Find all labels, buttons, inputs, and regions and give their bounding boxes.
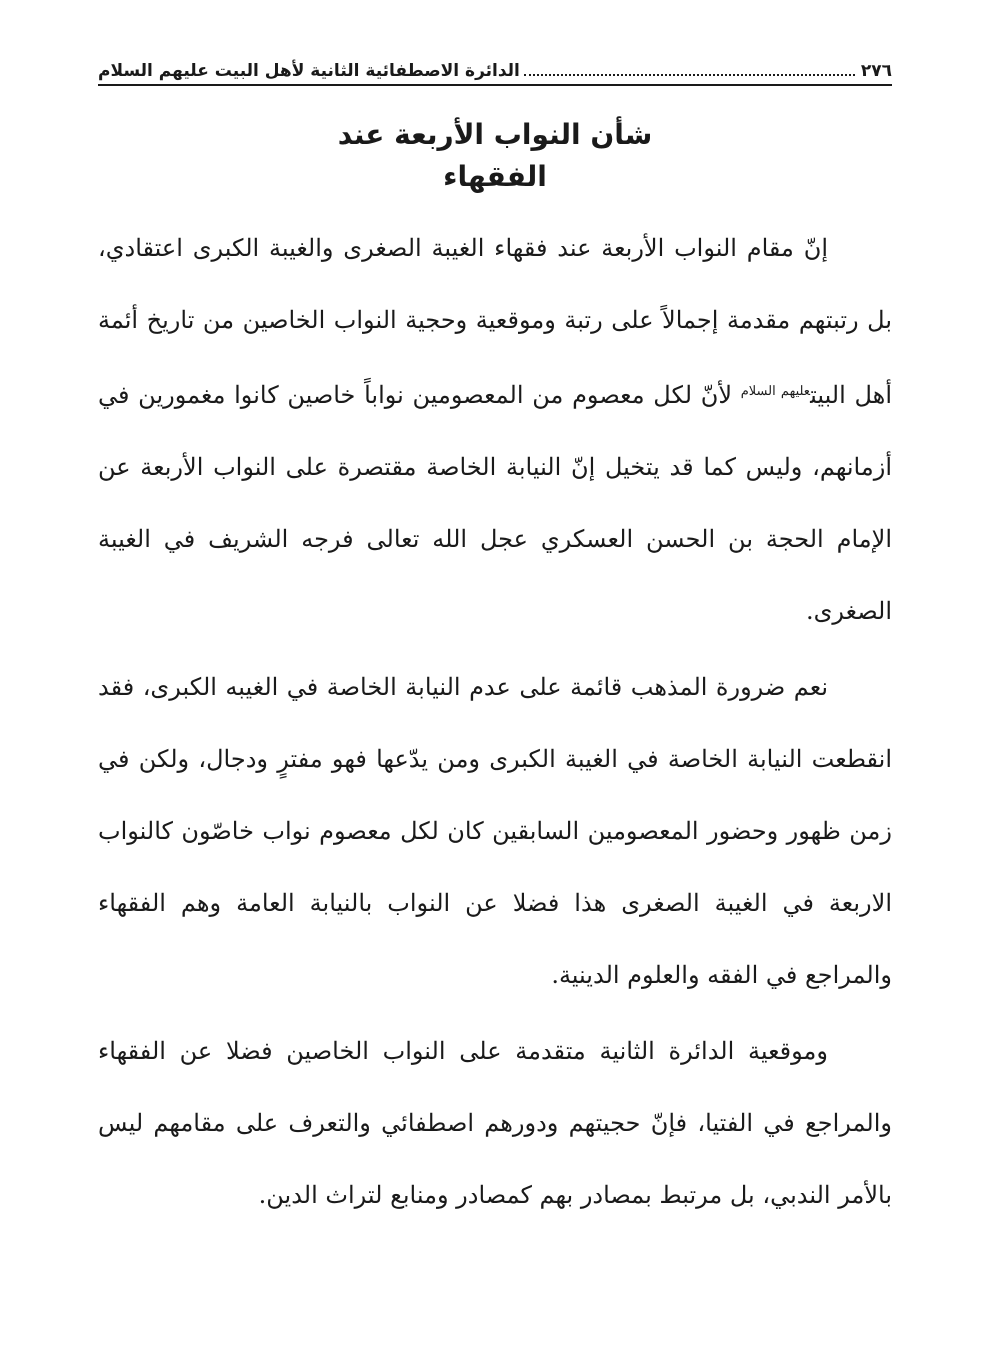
- body-text: [98, 212, 892, 1235]
- running-header: [98, 52, 892, 86]
- section-heading: [98, 114, 892, 198]
- dot-leader: [524, 74, 855, 76]
- section-heading-line-2: الفقهاء: [443, 160, 547, 193]
- paragraph-1-text-b: لأنّ لكل معصوم من المعصومين نواباً خاصين كانوا مغمورين في أزمانهم، وليس كما قد يتخيل إنّ النيابة الخاصة مقتصرة على النواب الأربعة عن الإمام الحجة بن الحسن العسكري عجل الله تعالى فرجه الشريف في الغيبة الصغرى.: [98, 381, 892, 625]
- section-heading-line-1: شأن النواب الأربعة عند: [337, 118, 653, 151]
- running-title: الدائرة الاصطفائية الثانية لأهل البيت عليهم السلام: [98, 61, 520, 81]
- paragraph-2: نعم ضرورة المذهب قائمة على عدم النيابة الخاصة في الغيبه الكبرى، فقد انقطعت النيابة الخاصة في الغيبة الكبرى ومن يدّعها فهو مفترٍ ودجال، ولكن في زمن ظهور وحضور المعصومين السابقين كان لكل معصوم نواب خاصّون كالنواب الاربعة في الغيبة الصغرى هذا فضلا عن النواب بالنيابة العامة وهم الفقهاء والمراجع في الفقه والعلوم الدينية.: [98, 673, 892, 989]
- page-number: ٢٧٦: [860, 61, 892, 81]
- paragraph-1: [98, 212, 892, 647]
- paragraph-3: وموقعية الدائرة الثانية متقدمة على النواب الخاصين فضلا عن الفقهاء والمراجع في الفتيا، فإنّ حجيتهم ودورهم اصطفائي والتعرف على مقامهم ليس بالأمر الندبي، بل مرتبط بمصادر بهم كمصادر ومنابع لتراث الدين.: [98, 1037, 892, 1209]
- paragraph-1-text-a: إنّ مقام النواب الأربعة عند فقهاء الغيبة الصغرى والغيبة الكبرى اعتقادي، بل رتبتهم مقدمة إجمالاً على رتبة وموقعية وحجية النواب الخاصين من تاريخ أئمة أهل البيت: [98, 234, 892, 409]
- honorific-symbol: عليهم السلام: [740, 384, 811, 399]
